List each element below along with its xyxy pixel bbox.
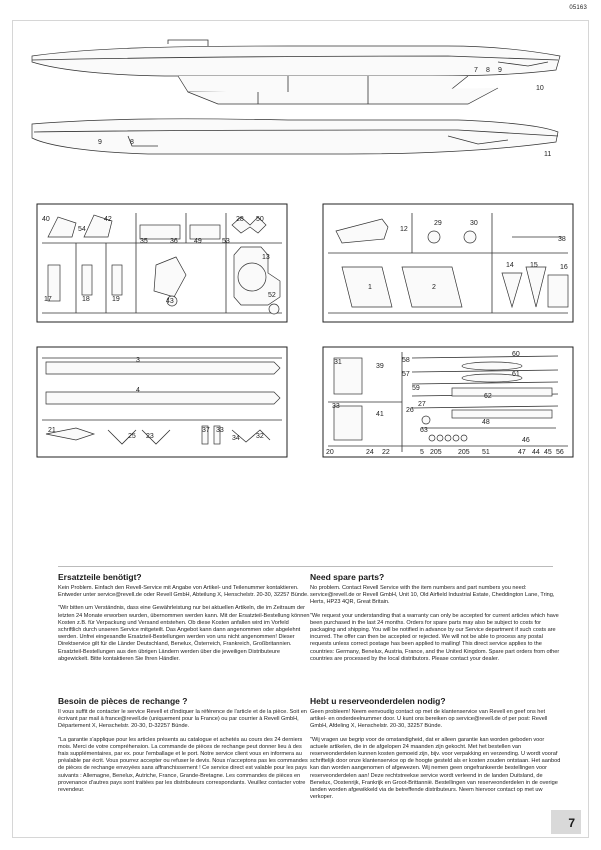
part-number: 47 [518,449,526,456]
hull-bottom-label: 9 [98,139,102,146]
part-number: 18 [82,296,90,303]
part-number: 40 [42,216,50,223]
part-number: 33 [216,427,224,434]
part-number: 38 [558,236,566,243]
part-number: 16 [560,264,568,271]
part-number: 2 [432,284,436,291]
spares-fr-p2: "La garantie s'applique pour les articles présents au catalogue et achetés au cours des 24 derniers mois. Merci de votre compréhension. La commande de pièces de rechange peut donner lieu à des frais supplémentaires, par ex. pour l'emballage et le port. Notre service client vous en informera au préalable par écrit. Vous pourrez accepter ou refuser le devis. Nous n'acceptons pas les commandes de pièces de rechange envoyées sans affranchissement ! Ce service direct est valable pour les pays suivants : Allemagne, Benelux, Autriche, France, Grande-Bretagne. Les commandes de pièces en provenance d'autres pays sont traitées par les distributeurs correspondants. Veuillez contacter votre revendeur. [58,736,308,794]
spares-en-p1: No problem. Contact Revell Service with the item numbers and part numbers you need: service@revell.de or Revell GmbH, Unit 10, Old Airfield Industrial Estate, Cheddington Lane, Tring, Herts, HP23 4QR, Great Britain. [310,585,555,606]
part-number: 61 [512,371,520,378]
part-number: 60 [512,351,520,358]
hull-top-label: 10 [536,85,544,92]
hull-top-view [32,40,560,104]
spares-nl-p2: "Wij vragen uw begrip voor de omstandigheid, dat er alleen garantie kan worden geboden voor actuele artikelen, die in de afgelopen 24 maanden zijn gekocht. Met het bestellen van reserveonderdelen kunnen kosten gemoeid zijn, bijv. voor verpakking en verzending. U wordt vooraf schriftelijk door onze klantenservice op de hoogte gesteld als er kosten zouden ontstaan. Het aanbod kan dan worden aangenomen of afgewezen. Wij nemen geen ongefrankeerde bestellingen voor reserveonderdelen aan! Deze rechtstreekse service wordt verleend in de landen Duitsland, de Benelux, Oostenrijk, Frankrijk en Groot-Brittannië. Bestellingen van reserveonderdelen in de overige landen worden afgewikkeld via de betreffende distributeurs. Neem hiervoor contact op met uw verkoper. [310,736,561,801]
part-number: 5 [420,449,424,456]
sprue-a [36,203,288,323]
part-number: 34 [232,435,240,442]
part-number: 13 [262,254,270,261]
part-number: 27 [418,401,426,408]
part-number: 56 [556,449,564,456]
sprue-d [322,346,574,458]
hull-bottom-label: 11 [544,151,552,158]
part-number: 54 [78,226,86,233]
page-number: 7 [568,816,575,830]
part-number: 41 [376,411,384,418]
part-number: 57 [402,371,410,378]
spares-de-p2: "Wir bitten um Verständnis, dass eine Gewährleistung nur bei aktuellen Artikeln, die im Zeitraum der letzten 24 Monate erworben wurden, übernommen werden kann. Mit der Ersatzteil-Bestellung können Kosten z.B. für Verpackung und Versand entstehen. Ob diese Kosten anfallen wird im Vorfeld schriftlich durch unseren Service mitgeteilt. Das Angebot kann dann angenommen oder abgelehnt werden. Unfrei eingesandte Ersatzteil-Bestellungen werden von uns nicht angenommen! Dieser Direktservice gilt für die Länder Deutschland, Benelux, Österreich, Frankreich, Großbritannien. Ersatzteil-Bestellungen aus den übrigen Ländern werden über die jeweiligen Distributeure abgewickelt. Bitte kontaktieren Sie Ihren Händler. [58,605,310,662]
spares-fr [58,696,310,800]
part-number: 26 [406,407,414,414]
spares-fr-p1: Il vous suffit de contacter le service Revell et d'indiquer la référence de l'article et de la pièce. Soit en écrivant par mail à france@revell.de (uniquement pour la France) ou par courrier à Revell GmbH, Département X, Henschelstr. 20-30, D-32257 Bünde. [58,709,307,730]
part-number: 28 [236,216,244,223]
part-number: 43 [166,298,174,305]
part-number: 45 [544,449,552,456]
part-number: 58 [402,357,410,364]
part-number: 20 [326,449,334,456]
hull-bottom-label: 8 [130,139,134,146]
spares-nl-p1: Geen probleem! Neem eenvoudig contact op met de klantenservice van Revell en geef ons het artikel- en onderdeelnummer door. U kunt ons bereiken op service@revell.de of per post: Revell GmbH, Afdeling X, Henschelstr. 20-30, 32257 Bünde. [310,709,548,730]
page-code: 05163 [569,5,587,11]
part-number: 62 [484,393,492,400]
part-number: 59 [412,385,420,392]
spares-fr-title: Besoin de pièces de rechange ? [58,696,188,706]
part-number: 49 [194,238,202,245]
part-number: 53 [222,238,230,245]
part-number: 19 [112,296,120,303]
hull-drawing [28,36,576,166]
part-number: 14 [506,262,514,269]
part-number: 21 [48,427,56,434]
hull-top-label: 7 [474,67,478,74]
part-number: 36 [170,238,178,245]
spares-de-p1: Kein Problem. Einfach den Revell-Service mit Angabe von Artikel- und Teilenummer kontaktieren. Entweder unter service@revell.de oder Revell GmbH, Abteilung X, Henschelstr. 20-30, 32257 Bünde. [58,585,309,599]
hull-bottom-view [32,119,558,158]
part-number: 39 [376,363,384,370]
spares-en [310,572,562,669]
page-number-tab [551,810,581,834]
part-number: 4 [136,387,140,394]
part-number: 29 [434,220,442,227]
part-number: 37 [202,427,210,434]
part-number: 23 [146,433,154,440]
part-number: 31 [334,359,342,366]
part-number: 44 [532,449,540,456]
part-number: 30 [470,220,478,227]
part-number: 205 [458,449,470,456]
section-divider [58,566,553,567]
spares-de [58,572,310,669]
sprue-c [36,346,288,458]
part-number: 32 [256,433,264,440]
part-number: 15 [530,262,538,269]
part-number: 48 [482,419,490,426]
spares-en-title: Need spare parts? [310,572,385,582]
spares-de-title: Ersatzteile benötigt? [58,572,142,582]
part-number: 1 [368,284,372,291]
part-number: 46 [522,437,530,444]
part-number: 12 [400,226,408,233]
part-number: 42 [104,216,112,223]
part-number: 22 [382,449,390,456]
spares-nl-title: Hebt u reserveonderdelen nodig? [310,696,446,706]
part-number: 205 [430,449,442,456]
part-number: 3 [136,357,140,364]
hull-top-label: 8 [486,67,490,74]
part-number: 35 [140,238,148,245]
hull-top-label: 9 [498,67,502,74]
part-number: 63 [420,427,428,434]
part-number: 17 [44,296,52,303]
part-number: 50 [256,216,264,223]
spares-en-p2: "We request your understanding that a warranty can only be accepted for current articles which have been purchased in the last 24 months. Orders for spare parts may also be subject to costs for packaging and shipping. You will be notified in advance by our Service department if such costs are incurred. The offer can then be accepted or rejected. We will not be able to process any postal requests unless correct postage has been applied to mailing! This direct service applies to the countries: Germany, Benelux, Austria, France, and the United Kingdom. Spare part orders from other countries are processed by the local distributors. Please contact your dealer. [310,612,560,662]
part-number: 52 [268,292,276,299]
part-number: 33 [332,403,340,410]
part-number: 25 [128,433,136,440]
part-number: 24 [366,449,374,456]
part-number: 51 [482,449,490,456]
spares-nl [310,696,562,807]
sprue-b [322,203,574,323]
